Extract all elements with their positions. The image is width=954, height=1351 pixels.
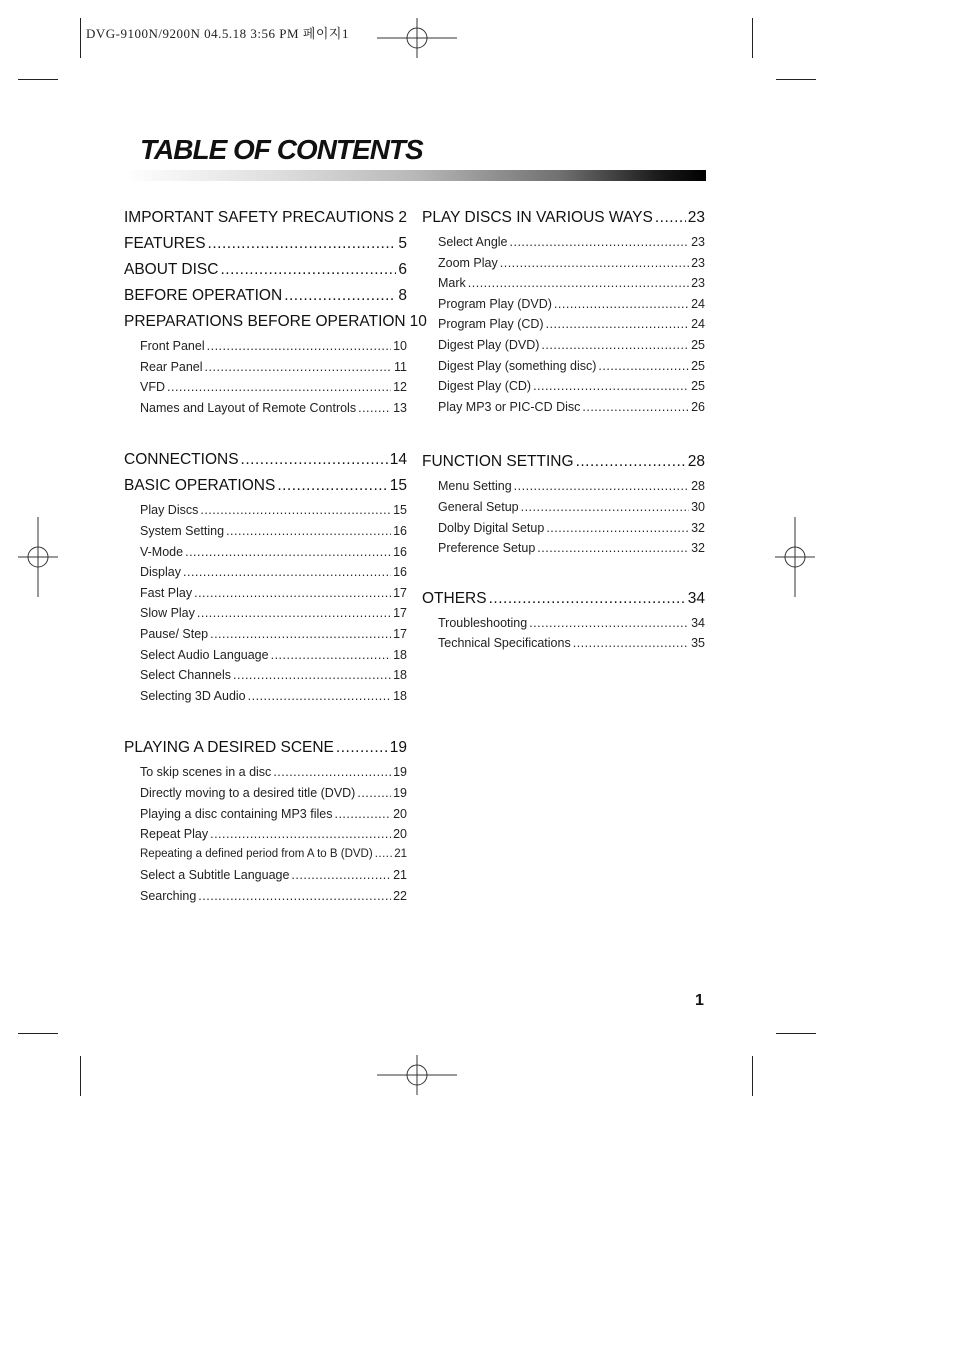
toc-entry[interactable]: Select Audio Language ..... 18 [124,648,407,669]
registration-mark-icon [377,18,457,58]
toc-entry[interactable]: Select Angle ..... 23 [422,235,705,256]
toc-entry[interactable]: To skip scenes in a disc ..... 19 [124,765,407,786]
toc-entry[interactable]: Directly moving to a desired title (DVD) ..... 19 [124,786,407,807]
registration-mark-icon [377,1055,457,1095]
toc-entry[interactable]: Preference Setup ..... 32 [422,541,705,562]
registration-mark-icon [775,517,815,597]
toc-entry[interactable]: Fast Play ..... 17 [124,586,407,607]
toc-entry[interactable]: Digest Play (DVD) ..... 25 [422,338,705,359]
toc-entry[interactable]: Selecting 3D Audio ..... 18 [124,689,407,710]
toc-section[interactable]: BASIC OPERATIONS ..... 15 [124,477,407,503]
toc-entry[interactable]: Rear Panel ..... 11 [124,360,407,381]
print-header: DVG-9100N/9200N 04.5.18 3:56 PM 페이지1 [86,26,349,41]
page-title: TABLE OF CONTENTS [140,134,423,165]
crop-mark [752,1056,753,1096]
crop-mark [80,1056,81,1096]
toc-entry[interactable]: System Setting ..... 16 [124,524,407,545]
toc-section[interactable]: PREPARATIONS BEFORE OPERATION 10 [124,313,427,330]
toc-section[interactable]: CONNECTIONS ..... 14 [124,451,407,477]
toc-entry[interactable]: Zoom Play ..... 23 [422,256,705,277]
toc-entry[interactable]: Technical Specifications ..... 35 [422,636,705,657]
toc-entry[interactable]: Playing a disc containing MP3 files ..... 20 [124,807,407,828]
page-number: 1 [695,992,704,1009]
toc-section[interactable]: FUNCTION SETTING ..... 28 [422,453,705,479]
toc-entry[interactable]: Play MP3 or PIC-CD Disc ..... 26 [422,400,705,421]
toc-entry[interactable]: Play Discs ..... 15 [124,503,407,524]
toc-section[interactable]: FEATURES ..... 5 [124,235,407,261]
toc-entry[interactable]: Repeating a defined period from A to B (DVD) ..... 21 [124,848,407,869]
toc-entry[interactable]: Program Play (DVD) ..... 24 [422,297,705,318]
toc-entry[interactable]: Troubleshooting ..... 34 [422,616,705,637]
toc-entry[interactable]: General Setup ..... 30 [422,500,705,521]
toc-entry[interactable]: Names and Layout of Remote Controls ..... 13 [124,401,407,422]
toc-section[interactable]: PLAY DISCS IN VARIOUS WAYS ..... 23 [422,209,705,235]
toc-entry[interactable]: V-Mode ..... 16 [124,545,407,566]
toc-entry[interactable]: Menu Setting ..... 28 [422,479,705,500]
toc-right-column [422,209,705,657]
toc-entry[interactable]: Slow Play ..... 17 [124,606,407,627]
toc-entry[interactable]: Repeat Play ..... 20 [124,827,407,848]
toc-left-column [124,209,427,909]
toc-entry[interactable]: Digest Play (CD) ..... 25 [422,379,705,400]
toc-entry[interactable]: Select a Subtitle Language ..... 21 [124,868,407,889]
toc-section[interactable]: IMPORTANT SAFETY PRECAUTIONS ..... 2 [124,209,407,235]
toc-entry[interactable]: Dolby Digital Setup ..... 32 [422,521,705,542]
crop-mark [776,79,816,80]
toc-entry[interactable]: Pause/ Step ..... 17 [124,627,407,648]
crop-mark [752,18,753,58]
crop-mark [80,18,81,58]
crop-mark [18,1033,58,1034]
toc-section[interactable]: OTHERS ..... 34 [422,590,705,616]
toc-entry[interactable]: Front Panel ..... 10 [124,339,407,360]
title-gradient-bar [124,170,706,181]
registration-mark-icon [18,517,58,597]
crop-mark [18,79,58,80]
toc-entry[interactable]: Digest Play (something disc) ..... 25 [422,359,705,380]
crop-mark [776,1033,816,1034]
toc-section[interactable]: ABOUT DISC ..... 6 [124,261,407,287]
toc-entry[interactable]: Program Play (CD) ..... 24 [422,317,705,338]
toc-entry[interactable]: Mark ..... 23 [422,276,705,297]
toc-entry[interactable]: VFD ..... 12 [124,380,407,401]
toc-entry[interactable]: Display ..... 16 [124,565,407,586]
toc-entry[interactable]: Searching ..... 22 [124,889,407,910]
toc-section[interactable]: BEFORE OPERATION ..... 8 [124,287,407,313]
toc-section[interactable]: PLAYING A DESIRED SCENE ..... 19 [124,739,407,765]
toc-entry[interactable]: Select Channels ..... 18 [124,668,407,689]
